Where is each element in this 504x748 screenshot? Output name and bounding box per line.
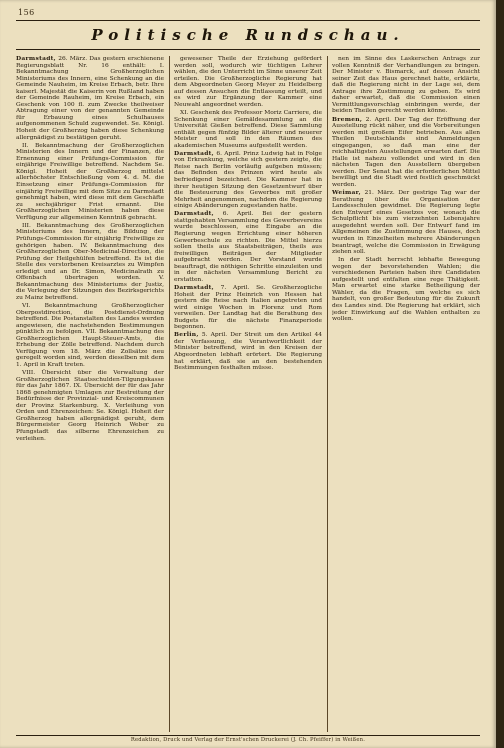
article-columns	[16, 56, 480, 732]
column-separator	[169, 56, 170, 732]
article-paragraph	[174, 110, 322, 149]
article-paragraph	[16, 223, 164, 302]
article-paragraph	[174, 56, 322, 108]
page-number: 156	[18, 8, 35, 17]
article-paragraph	[332, 190, 480, 255]
column-1	[16, 56, 164, 732]
top-rule	[16, 20, 480, 21]
dateline-place: Berlin,	[174, 331, 199, 339]
article-paragraph	[174, 332, 322, 371]
dateline-place: Bremen,	[332, 115, 363, 123]
article-paragraph	[332, 117, 480, 189]
paragraph-text: II. Bekanntmachung der Großherzoglichen Ministerien des Innern und der Finanzen, die Ernennung einer Prüfungs-Commission für einjährige Freiwillige betreffend. Nachdem Se. Königl. Hoheit der Großherzog mittelst allerhöchster Entschließung vom 4. d. M. die Einsetzung einer Prüfungs-Commission für einjährig Freiwillige mit dem Sitze zu Darmstadt genehmigt haben, wird diese mit dem Geschäfte zu sechsjähriger Frist ernannt. Die Großherzoglichen Ministerien haben diese Verfügung zur allgemeinen Kenntniß gebracht.	[16, 142, 164, 221]
article-paragraph	[332, 56, 480, 115]
paragraph-text: 5. April. Der Streit um den Artikel 44 der Verfassung, die Verantwortlichkeit der Minister betreffend, wird in den Kreisen der Abgeordneten lebhaft erörtert. Die Regierung hat erklärt, daß sie an den bestehenden Bestimmungen festhalten müsse.	[174, 332, 322, 372]
dateline-place: Weimar,	[332, 189, 361, 197]
masthead-rule	[16, 49, 480, 50]
paragraph-text: III. Bekanntmachung des Großherzoglichen Ministeriums des Innern, die Bildung der Prüfungs-Commission für einjährig Freiwillige zu gehörigen haben. IV. Bekanntmachung des Großherzoglichen Ober-Medicinal-Direction, die Prüfung der Heilgehülfen betreffend. Es ist die Stelle des verstorbenen Kreisarztes zu Wimpfen erledigt und an Dr. Simon, Medicinalrath zu Offenbach übertragen worden. V. Bekanntmachung des Ministeriums der Justiz, die Verlegung der Sitzungen des Bezirksgerichts zu Mainz betreffend.	[16, 222, 164, 301]
imprint-line: Redaktion, Druck und Verlag der Ernst'schen Druckerei (J. Ch. Pfeiffer) in Weißen.	[130, 737, 366, 743]
article-paragraph	[174, 285, 322, 331]
paragraph-text: VIII. Übersicht über die Verwaltung der Großherzoglichen Staatsschulden-Tilgungskasse für das Jahr 1867. IX. Übersicht der für das Jahr 1868 genehmigten Umlagen zur Bestreitung der Bedürfnisse der Provinzial- und Kreiscommunen der Provinz Starkenburg. X. Verleihung von Orden und Ehrenzeichen: Se. Königl. Hoheit der Großherzog haben allergnädigst geruht, dem Bürgermeister Georg Heinrich Weber zu Pfungstadt das silberne Ehrenzeichen zu verleihen.	[16, 370, 164, 442]
dateline-place: Darmstadt,	[16, 56, 57, 62]
paragraph-text: 6. April. Prinz Ludwig hat in Folge von Erkrankung, welche sich gestern zeigte, die Reise nach Berlin vorläufig aufgeben müssen; das Befinden des Prinzen wird heute als befriedigend bezeichnet. Die Kammer hat in ihrer heutigen Sitzung den Gesetzentwurf über die Besteuerung des Gewerbes mit großer Mehrheit angenommen, nachdem die Regierung einige Abänderungen zugestanden hatte.	[174, 150, 322, 210]
paragraph-text: XI. Geschenk des Professor Moriz Carriere, die Schenkung einer Gemäldesammlung an die Universität Gießen betreffend. Diese Sammlung enthält gegen fünfzig Bilder älterer und neuerer Meister und soll in den Räumen des akademischen Museums aufgestellt werden.	[174, 109, 322, 149]
column-3	[332, 56, 480, 732]
paragraph-text: 7. April. Se. Großherzogliche Hoheit der Prinz Heinrich von Hessen hat gestern die Reise nach Italien angetreten und wird einige Wochen in Florenz und Rom verweilen. Der Landtag hat die Berathung des Budgets für die nächste Finanzperiode begonnen.	[174, 284, 322, 331]
dateline-place: Darmstadt,	[174, 283, 215, 291]
article-paragraph	[16, 370, 164, 442]
paragraph-text: In der Stadt herrscht lebhafte Bewegung wegen der bevorstehenden Wahlen; die verschiedenen Parteien haben ihre Candidaten aufgestellt und entfalten eine rege Thätigkeit. Man erwartet eine starke Betheiligung der Wähler, da die Fragen, um welche es sich handelt, von großer Bedeutung für die Zukunft des Landes sind. Die Regierung hat erklärt, sich jeder Einwirkung auf die Wahlen enthalten zu wollen.	[332, 257, 480, 323]
paragraph-text: nen im Sinne des Laskerschen Antrags zur vollen Kenntniß der Verhandlungen zu bringen. Der Minister v. Bismarck, auf dessen Ansicht seiner Zeit das Haus gerechnet hatte, erklärte, daß die Regierung nicht in der Lage sei, dem Antrage ihre Zustimmung zu geben. Es wird daher erwartet, daß die Commission einen Vermittlungsvorschlag einbringen werde, der beiden Theilen gerecht werden könne.	[332, 56, 480, 115]
article-paragraph	[332, 257, 480, 322]
paragraph-text: 26. März. Das gestern erschienene Regierungsblatt Nr. 16 enthält: I. Bekanntmachung Großherzoglichen Ministeriums des Innern, eine Schenkung an die Gemeinde Nauheim, im Kreise Erbach, betr. Ihre kaiserl. Majestät die Kaiserin von Rußland haben der Gemeinde Rauheim, im Kreise Erbach, ein Geschenk von 100 fl. zum Zwecke theilweiser Abtragung einer von der genannten Gemeinde für Erbauung eines Schulhauses aufgenommenen Schuld zugewendet. Se. Königl. Hoheit der Großherzog haben diese Schenkung allergnädigst zu bestätigen geruht.	[16, 56, 164, 141]
page-edge	[496, 0, 504, 748]
paragraph-text: 21. März. Der gestrige Tag war der Berathung über die Organisation der Landesschulen gewidmet. Die Regierung legte den Entwurf eines Gesetzes vor, wonach die Schulpflicht bis zum vierzehnten Lebensjahre ausgedehnt werden soll. Der Entwurf fand im Allgemeinen die Zustimmung des Hauses, doch wurden in Einzelheiten mehrere Abänderungen beantragt, welche die Commission in Erwägung ziehen soll.	[332, 190, 480, 256]
paragraph-text: gewesener Theile der Erziehung gefördert werden soll, wodurch wir tüchtigen Lehrer wählen, die den Unterricht im Sinne unserer Zeit erteilen. Die Großherzogliche Regierung hat dem Abgeordneten Georg Meyer zu Heidelberg auf dessen Ansuchen die Entlassung erteilt, und es wird zur Ergänzung der Kammer eine Neuwahl angeordnet werden.	[174, 56, 322, 108]
dateline-place: Darmstadt,	[174, 149, 215, 157]
paragraph-text: 2. April. Der Tag der Eröffnung der Ausstellung rückt näher, und die Vorbereitungen werden mit großem Eifer betrieben. Aus allen Theilen Deutschlands sind Anmeldungen eingegangen, so daß man eine der reichhaltigsten Ausstellungen erwarten darf. Die Halle ist nahezu vollendet und wird in den nächsten Tagen den Ausstellern übergeben werden. Der Senat hat die erforderlichen Mittel bewilligt und die Stadt wird festlich geschmückt werden.	[332, 116, 480, 188]
article-paragraph	[174, 211, 322, 283]
footer-rule	[16, 735, 480, 736]
column-2	[174, 56, 322, 732]
paragraph-text: VI. Bekanntmachung Großherzoglicher Oberpostdirection, die Postdienst-Ordnung betreffend. Die Postanstalten des Landes werden angewiesen, die nachstehenden Bestimmungen pünktlich zu befolgen. VII. Bekanntmachung des Großherzoglichen Haupt-Steuer-Amts, die Erhebung der Zölle betreffend. Nachdem durch Verfügung vom 18. März die Zollsätze neu geregelt worden sind, werden dieselben mit dem 1. April in Kraft treten.	[16, 303, 164, 368]
article-paragraph	[16, 143, 164, 222]
article-paragraph	[16, 56, 164, 141]
article-paragraph	[16, 303, 164, 368]
section-title: Politische Rundschau.	[91, 26, 405, 44]
article-paragraph	[174, 151, 322, 210]
paragraph-text: 6. April. Bei der gestern stattgehabten Versammlung des Gewerbevereins wurde beschlossen, eine Eingabe an die Regierung wegen Errichtung einer höheren Gewerbeschule zu richten. Die Mittel hierzu sollen theils aus Staatsbeiträgen, theils aus freiwilligen Beiträgen der Mitglieder aufgebracht werden. Der Vorstand wurde beauftragt, die nöthigen Schritte einzuleiten und in der nächsten Versammlung Bericht zu erstatten.	[174, 211, 322, 283]
dateline-place: Darmstadt,	[174, 210, 215, 218]
column-separator	[327, 56, 328, 732]
